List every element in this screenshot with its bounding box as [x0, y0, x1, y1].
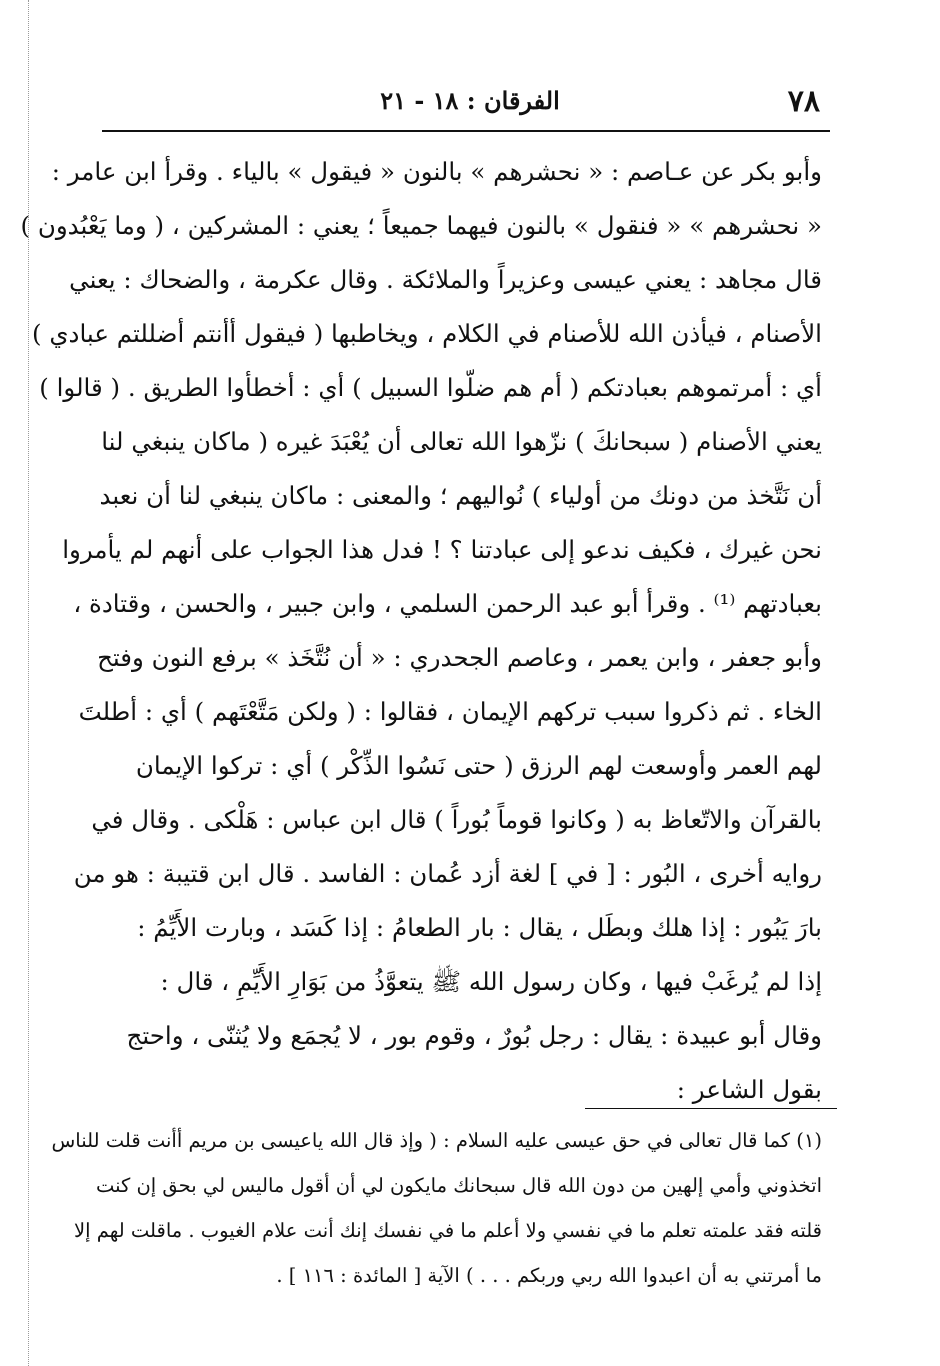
body-line: نحن غيرك ، فكيف ندعو إلى عبادتنا ؟ ! فدل هذا الجواب على أنهم لم يأمروا [62, 535, 822, 564]
footnote-line: قلته فقد علمته تعلم ما في نفسي ولا أعلم ما في نفسك إنك أنت علام الغيوب . ماقلت لهم إلا [74, 1219, 822, 1242]
body-line: بعبادتهم ⁽¹⁾ . وقرأ أبو عبد الرحمن السلمي ، وابن جبير ، والحسن ، وقتادة ، [73, 589, 822, 618]
header-rule [102, 130, 830, 132]
body-line: وقال أبو عبيدة : يقال : رجل بُورٌ ، وقوم بور ، لا يُجمَع ولا يُثنّى ، واحتج [126, 1021, 822, 1050]
footnote-line: (١) كما قال تعالى في حق عيسى عليه السلام : ( وإذ قال الله ياعيسى بن مريم أأنت قلت للناس [51, 1129, 822, 1152]
body-line: بارَ يَبُور : إذا هلك وبطَل ، يقال : بار الطعامُ : إذا كَسَد ، وبارت الأَيِّمُ : [137, 913, 822, 942]
body-line: الأصنام ، فيأذن الله للأصنام في الكلام ، ويخاطبها ( فيقول أأنتم أضللتم عبادي ) [32, 319, 822, 348]
body-line: الخاء . ثم ذكروا سبب تركهم الإيمان ، فقالوا : ( ولكن مَتَّعْتَهم ) أي : أطلتَ [78, 697, 822, 726]
body-text [20, 145, 822, 1117]
body-line: قال مجاهد : يعني عيسى وعزيراً والملائكة . وقال عكرمة ، والضحاك : يعني [69, 265, 822, 294]
body-line: بقول الشاعر : [676, 1075, 822, 1104]
body-line: وأبو بكر عن عـاصم : « نحشرهم » بالنون « فيقول » بالياء . وقرأ ابن عامر : [51, 157, 822, 186]
body-line: بالقرآن والاتّعاظ به ( وكانوا قوماً بُوراً ) قال ابن عباس : هَلْكى . وقال في [91, 805, 822, 834]
body-line: « نحشرهم » « فنقول » بالنون فيهما جميعاً ؛ يعني : المشركين ، ( وما يَعْبُدون ) [20, 211, 822, 240]
running-head: الفرقان : ١٨ - ٢١ [380, 86, 560, 115]
body-line: وأبو جعفر ، وابن يعمر ، وعاصم الجحدري : « أن نُتَّخَذ » برفع النون وفتح [97, 643, 822, 672]
body-line: أن نَتَّخذ من دونك من أولياء ) نُواليهم ؛ والمعنى : ماكان ينبغي لنا أن نعبد [99, 481, 822, 510]
body-line: روايه أخرى ، البُور : [ في ] لغة أزد عُمان : الفاسد . قال ابن قتيبة : هو من [73, 859, 822, 888]
footnote-rule [585, 1108, 837, 1109]
footnote [51, 1118, 822, 1298]
body-line: لهم العمر وأوسعت لهم الرزق ( حتى نَسُوا الذِّكْر ) أي : تركوا الإيمان [135, 751, 822, 780]
body-line: إذا لم يُرغَبْ فيها ، وكان رسول الله ﷺ يتعوَّذُ من بَوَارِ الأَيِّمِ ، قال : [160, 967, 822, 996]
footnote-line: اتخذوني وأمي إلهين من دون الله قال سبحانك مايكون لي أن أقول ماليس لي بحق إن كنت [95, 1174, 822, 1197]
body-line: أي : أمرتموهم بعبادتكم ( أم هم ضلّوا السبيل ) أي : أخطأوا الطريق . ( قالوا ) [39, 373, 822, 402]
footnote-line: ما أمرتني به أن اعبدوا الله ربي وربكم . . . ) الآية [ المائدة : ١١٦ ] . [276, 1264, 822, 1287]
page-number: ٧٨ [787, 84, 820, 119]
body-line: يعني الأصنام ( سبحانكَ ) نزّهوا الله تعالى أن يُعْبَدَ غيره ( ماكان ينبغي لنا [101, 427, 822, 456]
